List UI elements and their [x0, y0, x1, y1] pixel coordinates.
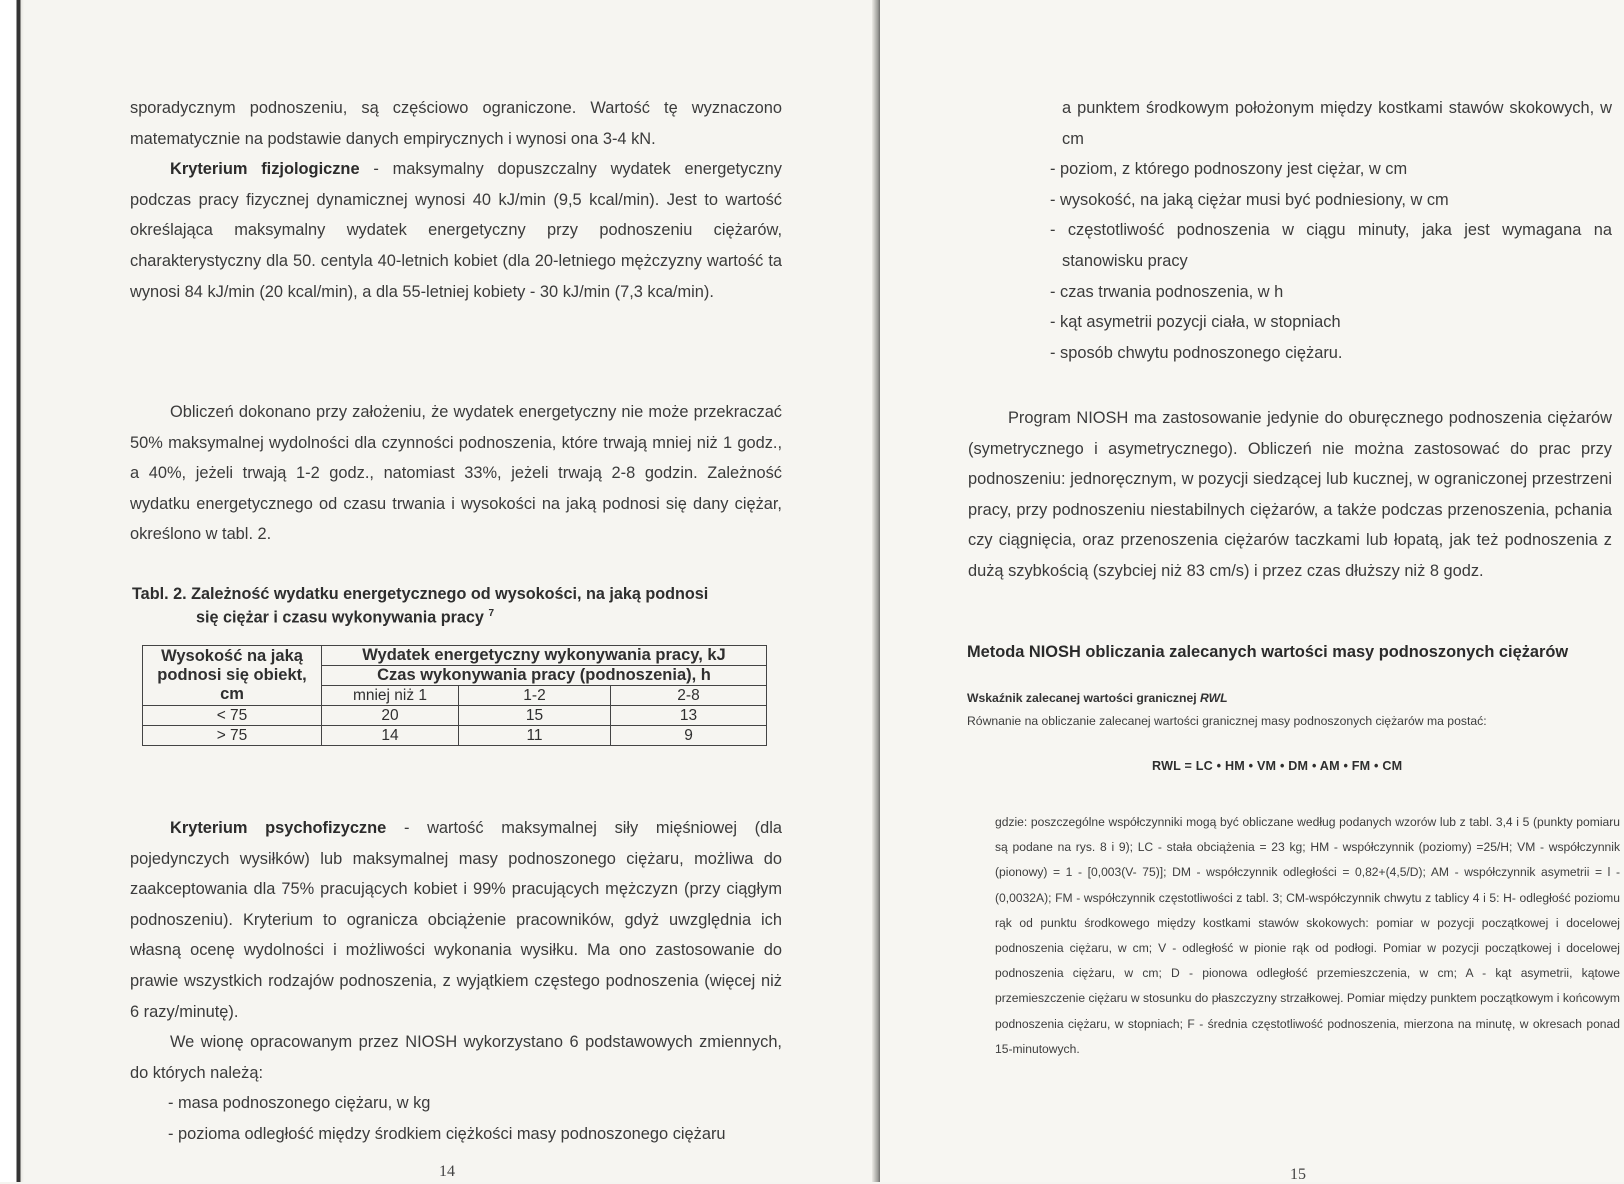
header-energy: Wydatek energetyczny wykonywania pracy, kJ	[322, 646, 767, 666]
table-cell: > 75	[143, 726, 322, 746]
page-number: 15	[1290, 1166, 1306, 1183]
paragraph: sporadycznym podnoszeniu, są częściowo ograniczone. Wartość tę wyznaczono matematycznie na podstawie danych empirycznych i wynosi ona 3-4 kN.	[130, 99, 782, 148]
caption-line: Tabl. 2. Zależność wydatku energetycznego od wysokości, na jaką podnosi	[132, 585, 709, 603]
abbr-rwl: RWL	[1200, 691, 1228, 705]
table-cell: 20	[322, 706, 459, 726]
table-cell: 11	[459, 726, 611, 746]
rwl-formula: RWL = LC • HM • VM • DM • AM • FM • CM	[1152, 759, 1403, 773]
right-text-program	[968, 403, 1612, 587]
list-item: a punktem środkowym położonym między kostkami stawów skokowych, w cm	[1062, 99, 1612, 148]
left-text-bottom	[130, 813, 782, 1150]
paragraph	[130, 813, 782, 1027]
list-item: - kąt asymetrii pozycji ciała, w stopniach	[1050, 313, 1341, 332]
list-item: - wysokość, na jaką ciężar musi być podniesiony, w cm	[1050, 190, 1449, 209]
table-caption	[132, 584, 772, 627]
header-time-col: 1-2	[459, 686, 611, 706]
list-item: - częstotliwość podnoszenia w ciągu minuty, jaka jest wymagana na stanowisku pracy	[1050, 221, 1612, 270]
table-cell: 9	[611, 726, 767, 746]
energy-table	[142, 645, 767, 746]
header-time-col: mniej niż 1	[322, 686, 459, 706]
page-number: 14	[439, 1163, 455, 1180]
table-cell: < 75	[143, 706, 322, 726]
paragraph-text: - wartość maksymalnej siły mięśniowej (dla pojedynczych wysiłków) lub maksymalnej masy podnoszonego ciężaru, możliwa do zaakceptowania dla 75% pracujących kobiet i 99% pracujących mężczyzn (przy ciągłym podnoszeniu). Kryterium to ogranicza obciążenie pracowników, gdyż uwzględnia ich własną ocenę wydolności i możliwości wykonania wysiłku. Ma ono zastosowanie do prawie wszystkich rodzajów podnoszenia, z wyjątkiem częstego podnoszenia (więcej niż 6 razy/minutę).	[130, 819, 783, 1021]
table-cell: 13	[611, 706, 767, 726]
paragraph-text: - maksymalny dopuszczalny wydatek energetyczny podczas pracy fizycznej dynamicznej wynosi 40 kJ/min (9,5 kcal/min). Jest to wartość określająca maksymalny wydatek energetyczny przy podnoszeniu ciężarów, charakterystyczny dla 50. centyla 40-letnich kobiet (dla 20-letniego mężczyzny wartość ta wynosi 84 kJ/min (20 kcal/min), a dla 55-letniej kobiety - 30 kJ/min (7,3 kca/min).	[130, 160, 782, 301]
term-psychophysical: Kryterium psychofizyczne	[170, 819, 387, 837]
list-item: - czas trwania podnoszenia, w h	[1050, 282, 1284, 301]
header-height: Wysokość na jaką podnosi się obiekt, cm	[143, 646, 322, 706]
paragraph: We wionę opracowanym przez NIOSH wykorzystano 6 podstawowych zmiennych, do których należą:	[130, 1033, 782, 1082]
table-row	[143, 706, 767, 726]
legend-text: gdzie: poszczególne współczynniki mogą być obliczane według podanych wzorów lub z tabl. 3,4 i 5 (punkty pomiaru są podane na rys. 8 i 9); LC - stała obciążenia = 23 kg; HM - współczynnik (poziomy) =25/H; VM - współczynnik (pionowy) = 1 - [0,003(V- 75)]; DM - współczynnik odległości = 0,82+(4,5/D); AM - współczynnik asymetrii = l - (0,0032A); FM - współczynnik częstotliwości z tabl. 3; CM-współczynnik chwytu z tablicy 4 i 5: H- odległość poziomu rąk od punktu środkowego między kostkami stawów skokowych: pomiar w pozycji początkowej i docelowej podnoszenia ciężaru, w cm; V - odległość w pionie rąk od podłogi. Pomiar w pozycji początkowej i docelowej podnoszenia ciężaru, w cm; D - pionowa odległość przemieszczenia, w cm; A - kąt asymetrii, kątowe przemieszczenie ciężaru w stosunku do płaszczyzny strzałkowej. Pomiar między punktem początkowym i końcowym podnoszenia ciężaru, w stopniach; F - średnia częstotliwość podnoszenia, mierzona na minutę, w okresach ponad 15-minutowych.	[995, 815, 1620, 1056]
left-text-top	[130, 93, 782, 307]
list-item: - pozioma odległość między środkiem ciężkości masy podnoszonego ciężaru	[168, 1124, 726, 1143]
paragraph	[130, 154, 782, 307]
list-item: - poziom, z którego podnoszony jest ciężar, w cm	[1050, 160, 1408, 179]
left-text-middle	[130, 397, 782, 550]
equation-intro: Równanie na obliczanie zalecanej wartości granicznej masy podnoszonych ciężarów ma postać:	[967, 714, 1487, 728]
header-time-col: 2-8	[611, 686, 767, 706]
paragraph: Program NIOSH ma zastosowanie jedynie do oburęcznego podnoszenia ciężarów (symetrycznego i asymetrycznego). Obliczeń nie można zastosować do prac przy podnoszeniu: jednoręcznym, w pozycji siedzącej lub kucznej, w ograniczonej przestrzeni pracy, przy podnoszeniu niestabilnych ciężarów, a także podczas przenoszenia, pchania czy ciągnięcia, oraz przenoszenia ciężarów taczkami lub łopatą, jak też podnoszenia z dużą szybkością (szybciej niż 83 cm/s) i przez czas dłuższy niż 8 godz.	[968, 409, 1612, 580]
list-item: - sposób chwytu podnoszonego ciężaru.	[1050, 343, 1343, 362]
section-heading: Metoda NIOSH obliczania zalecanych wartości masy podnoszonych ciężarów	[967, 643, 1569, 661]
header-time: Czas wykonywania pracy (podnoszenia), h	[322, 666, 767, 686]
table-row	[143, 726, 767, 746]
table-header-row	[143, 646, 767, 666]
table-cell: 15	[459, 706, 611, 726]
right-text-list	[1018, 93, 1612, 368]
formula-legend	[995, 810, 1620, 1062]
table-cell: 14	[322, 726, 459, 746]
subsection-heading: Wskaźnik zalecanej wartości granicznej RWL	[967, 691, 1228, 705]
page-edge	[0, 0, 24, 1182]
caption-line: się ciężar i czasu wykonywania pracy $^7$	[196, 608, 494, 627]
term-physiological: Kryterium fizjologiczne	[170, 160, 360, 179]
list-item: - masa podnoszonego ciężaru, w kg	[168, 1094, 431, 1113]
paragraph: Obliczeń dokonano przy założeniu, że wydatek energetyczny nie może przekraczać 50% maksymalnej wydolności dla czynności podnoszenia, które trwają mniej niż 1 godz., a 40%, jeżeli trwają 1-2 godz., natomiast 33%, jeżeli trwają 2-8 godzin. Zależność wydatku energetycznego od czasu trwania i wysokości na jaką podnosi się dany ciężar, określono w tabl. 2.	[130, 403, 782, 544]
footnote-ref: 7	[488, 608, 494, 619]
